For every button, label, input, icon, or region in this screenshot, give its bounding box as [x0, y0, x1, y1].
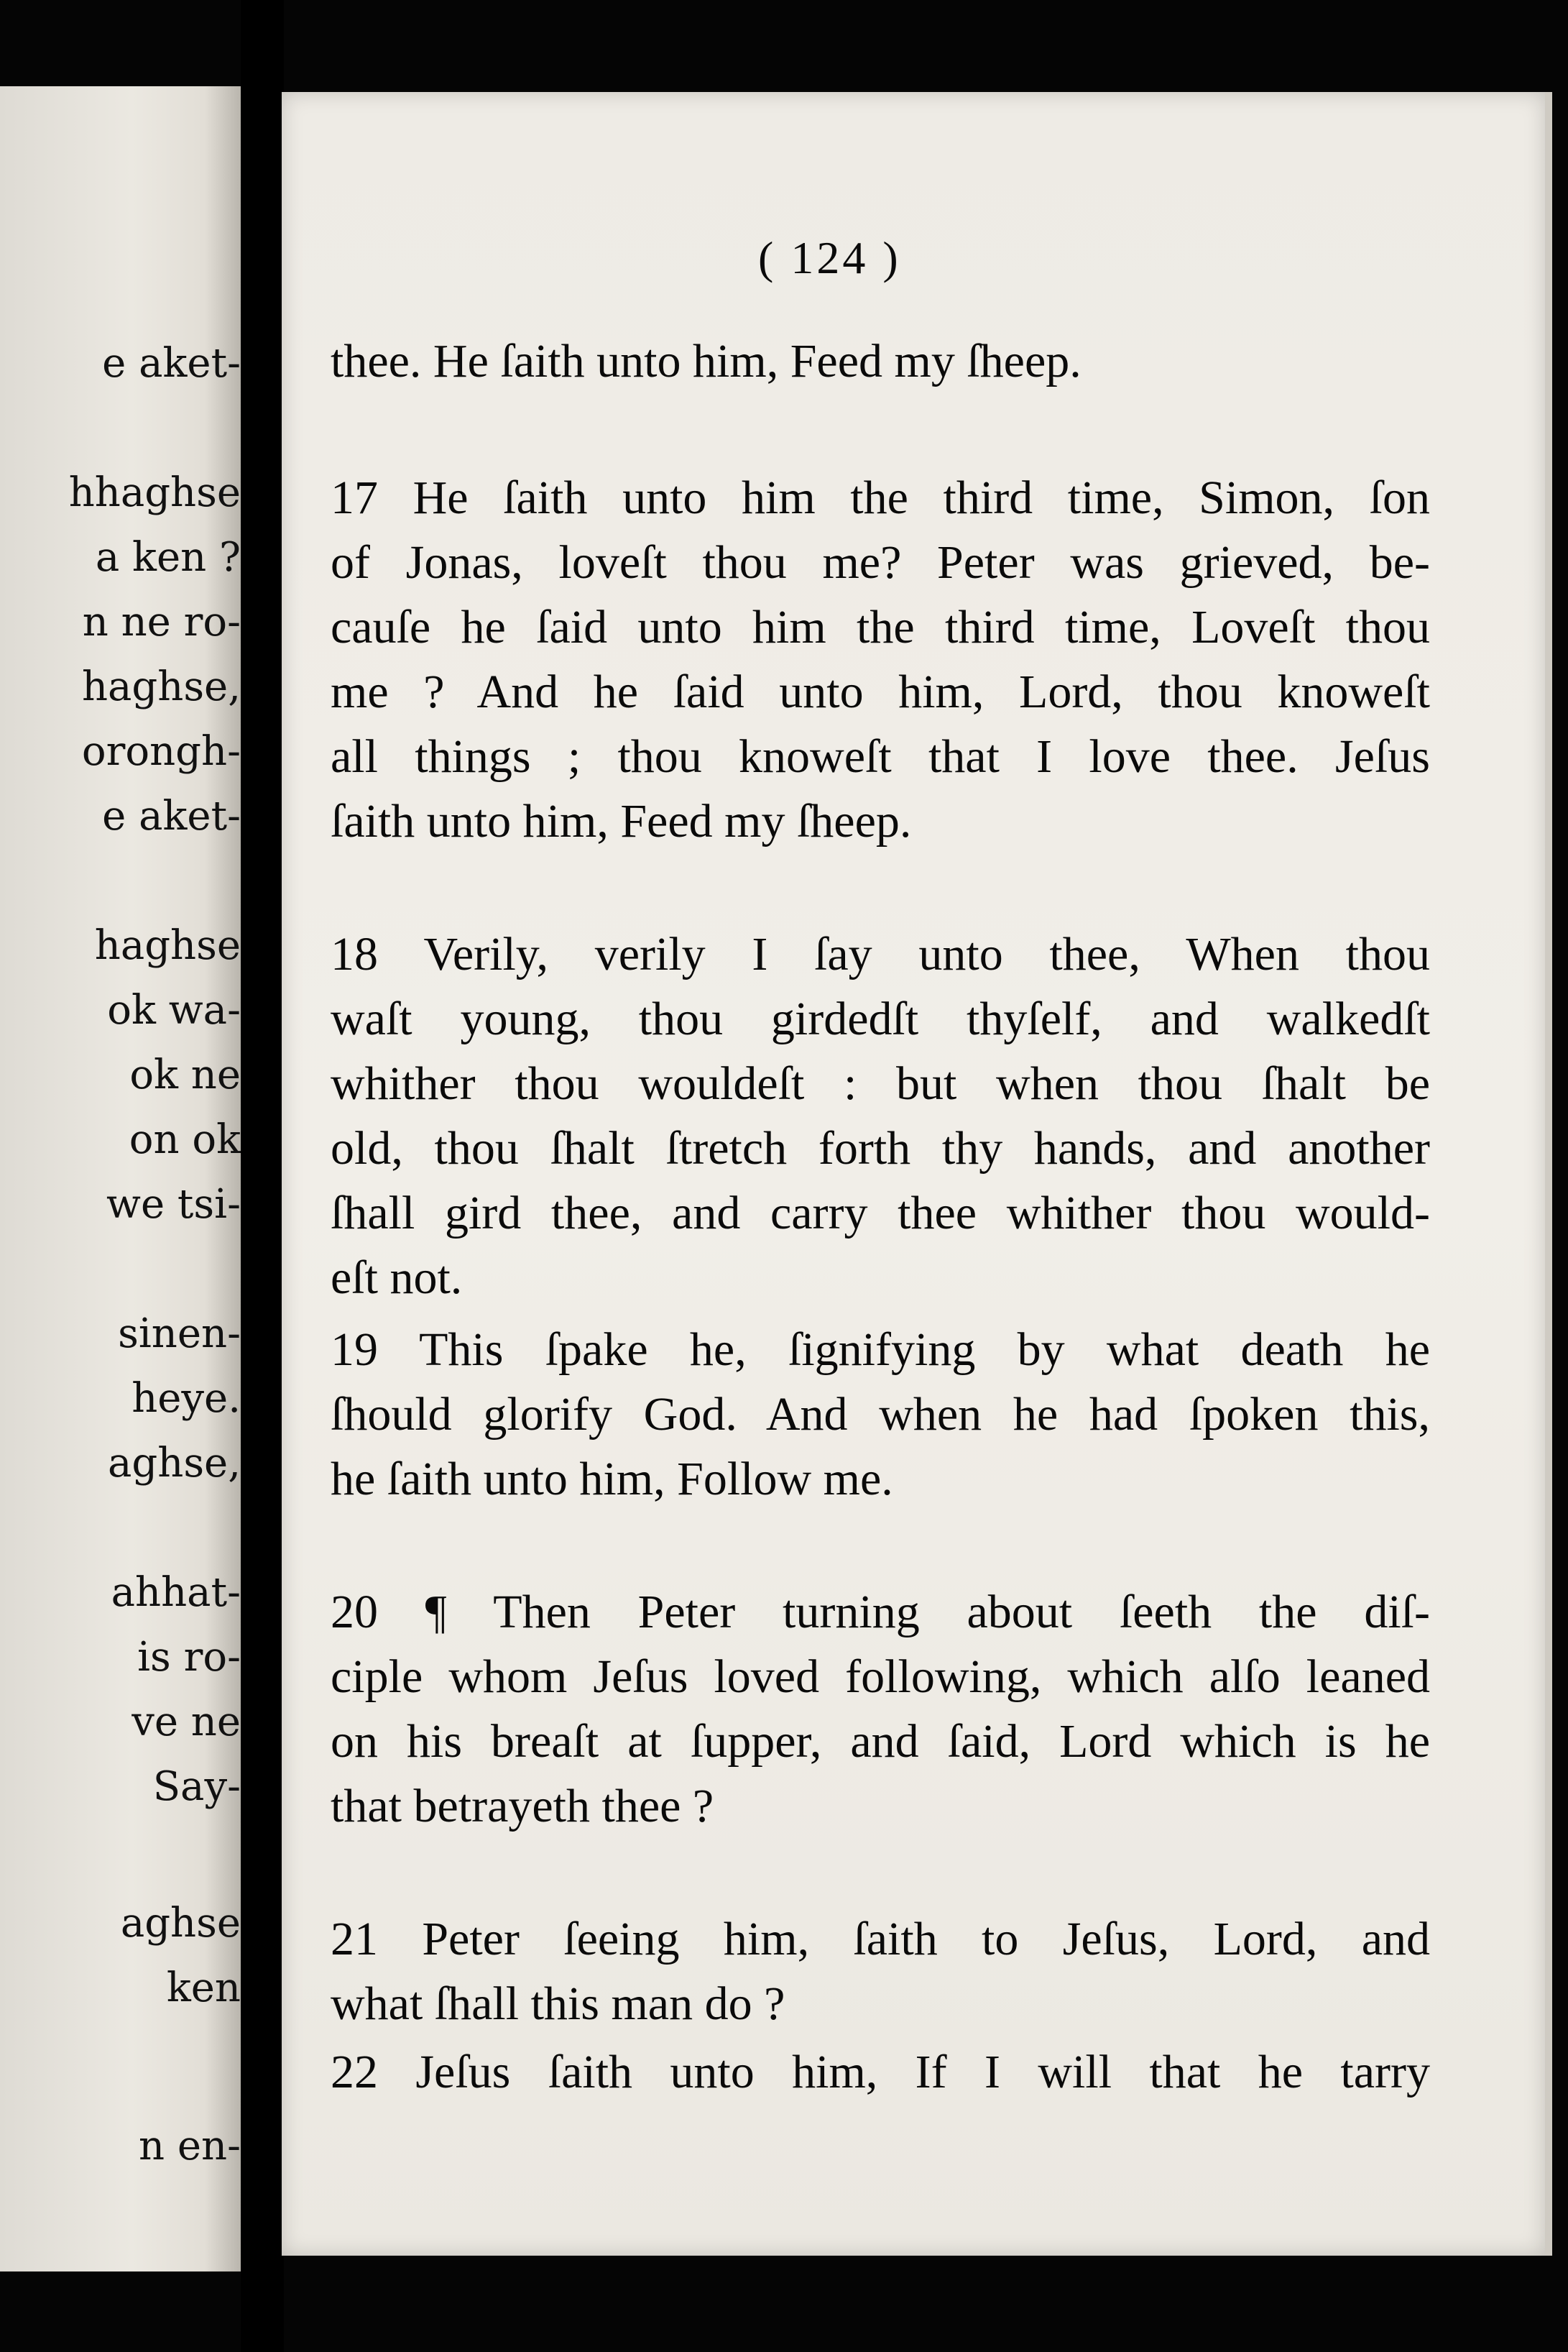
left-page-line: on ok [129, 1116, 241, 1163]
verse-21-line: what ſhall this man do ? [331, 1977, 785, 2030]
verse-18-line: whither thou wouldeſt : but when thou ſhalt be [331, 1057, 1430, 1110]
left-page-line: Say- [152, 1763, 241, 1810]
verse-20-line: ciple whom Jeſus loved following, which alſo leaned [331, 1650, 1430, 1703]
verse-18-line: 18 Verily, verily I ſay unto thee, When thou [331, 928, 1430, 980]
verse-17-line: of Jonas, loveſt thou me? Peter was grieved, be- [331, 536, 1430, 589]
verse-19-line: 19 This ſpake he, ſignifying by what death he [331, 1323, 1430, 1376]
text-line: thee. He ſaith unto him, Feed my ſheep. [331, 335, 1082, 387]
left-page-line: n ne ro- [82, 599, 241, 646]
left-page-line: e aket- [102, 340, 241, 387]
verse-20-line: that betrayeth thee ? [331, 1780, 714, 1832]
left-page-line: aghse [120, 1900, 241, 1947]
verse-17-line: 17 He ſaith unto him the third time, Simon, ſon [331, 472, 1430, 524]
verse-22-line: 22 Jeſus ſaith unto him, If I will that he tarry [331, 2046, 1430, 2098]
verse-18-line: waſt young, thou girdedſt thyſelf, and walkedſt [331, 993, 1430, 1045]
left-page-line: haghse, [81, 663, 241, 710]
left-page-line: a ken ? [95, 534, 241, 581]
left-page-line: e aket- [102, 793, 241, 840]
verse-19-line: he ſaith unto him, Follow me. [331, 1453, 893, 1505]
left-page-line: haghse [94, 922, 241, 969]
verse-21-line: 21 Peter ſeeing him, ſaith to Jeſus, Lord, and [331, 1913, 1430, 1965]
verse-20-line: 20 ¶ Then Peter turning about ſeeth the diſ- [331, 1586, 1430, 1638]
verse-18-line: ſhall gird thee, and carry thee whither thou would- [331, 1187, 1430, 1239]
left-page-line: ok ne [129, 1052, 241, 1098]
left-page-line: n en- [139, 2123, 241, 2169]
left-page-line: we tsi- [106, 1181, 241, 1228]
verse-18-line: eſt not. [331, 1251, 463, 1304]
left-page-line: heye. [132, 1375, 241, 1422]
verse-17-line: ſaith unto him, Feed my ſheep. [331, 795, 912, 847]
left-page-line: ok wa- [107, 987, 241, 1034]
left-page-line: ahhat- [111, 1569, 241, 1616]
left-page-line: is ro- [137, 1634, 241, 1681]
left-page-line: ken [166, 1965, 241, 2011]
left-page-line: orongh- [81, 728, 241, 775]
verse-18-line: old, thou ſhalt ſtretch forth thy hands, and another [331, 1122, 1430, 1175]
left-page-line: ve ne [132, 1699, 241, 1745]
verse-17-line: cauſe he ſaid unto him the third time, Loveſt thou [331, 601, 1430, 653]
verse-20-line: on his breaſt at ſupper, and ſaid, Lord which is he [331, 1715, 1430, 1768]
left-facing-page [0, 86, 241, 2271]
left-page-line: aghse, [108, 1440, 241, 1487]
left-page-line: hhaghse [68, 469, 241, 516]
verse-17-line: me ? And he ſaid unto him, Lord, thou knoweſt [331, 666, 1430, 718]
verse-17-line: all things ; thou knoweſt that I love thee. Jeſus [331, 730, 1430, 783]
book-gutter [241, 0, 284, 2352]
left-page-line: sinen- [118, 1310, 241, 1357]
page-number: ( 124 ) [758, 232, 901, 283]
verse-19-line: ſhould glorify God. And when he had ſpoken this, [331, 1388, 1430, 1441]
